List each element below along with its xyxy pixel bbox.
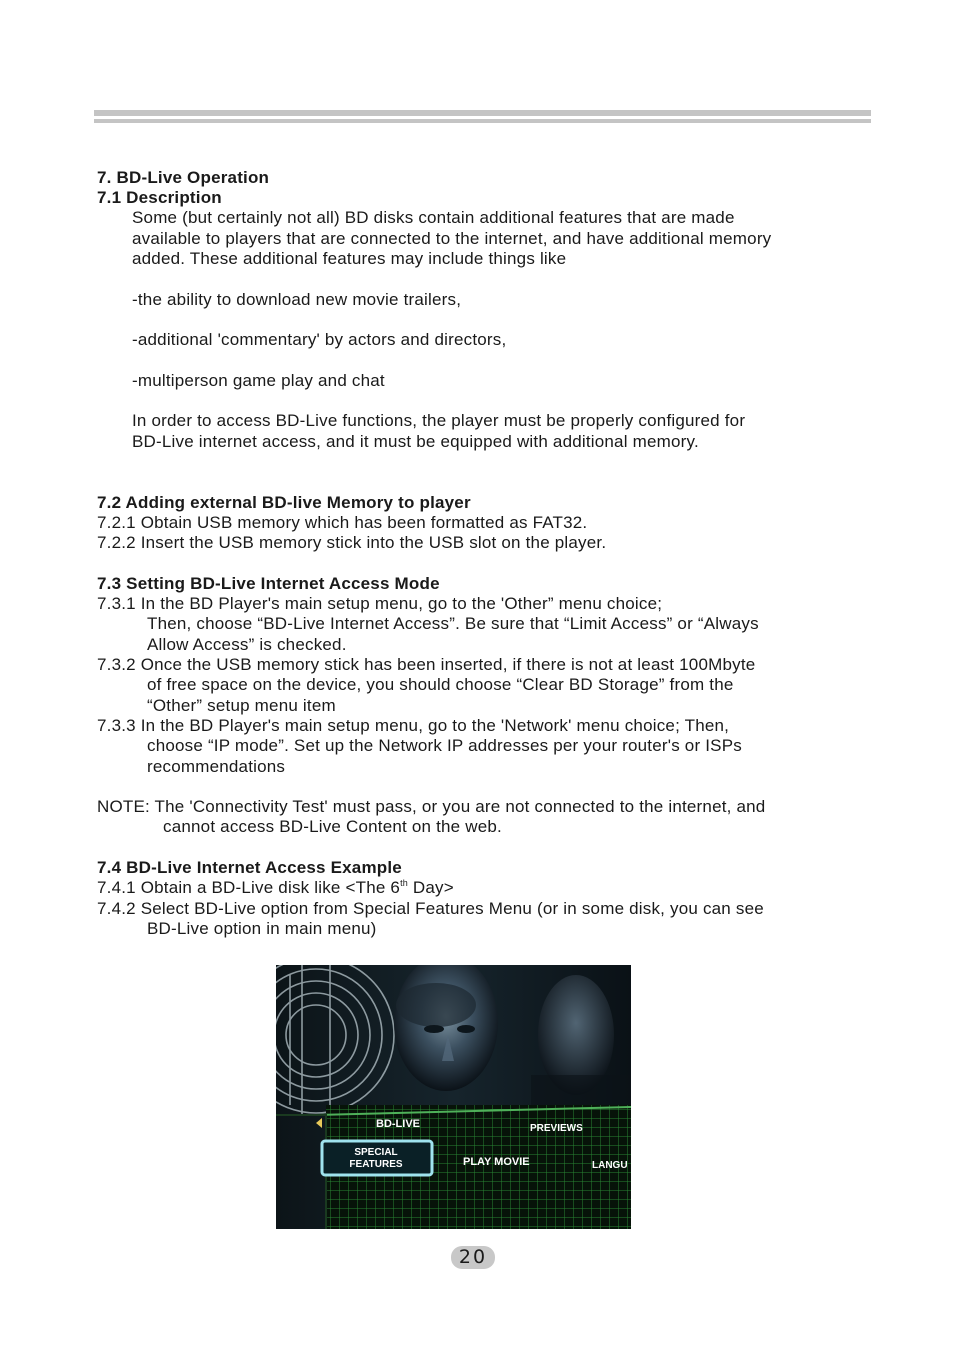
menu-play-movie: PLAY MOVIE xyxy=(463,1156,530,1168)
header-rule-bottom xyxy=(94,119,871,123)
feature-bullet: -additional 'commentary' by actors and directors, xyxy=(132,330,507,349)
step-line: Allow Access” is checked. xyxy=(147,635,347,654)
step-line: 7.3.1 In the BD Player's main setup menu, go to the 'Other” menu choice; xyxy=(97,594,663,613)
menu-bd-live: BD-LIVE xyxy=(376,1118,420,1130)
menu-language: LANGU xyxy=(592,1160,628,1171)
step-line: “Other” setup menu item xyxy=(147,696,336,715)
subsection-7-4-title: 7.4 BD-Live Internet Access Example xyxy=(97,858,402,877)
paragraph-line: available to players that are connected to the internet, and have additional memory xyxy=(132,229,772,248)
feature-bullet: -multiperson game play and chat xyxy=(132,371,385,390)
note-line: cannot access BD-Live Content on the web. xyxy=(163,817,502,836)
header-rule-top xyxy=(94,110,871,116)
step-line: BD-Live option in main menu) xyxy=(147,919,377,938)
page-number: 20 xyxy=(451,1246,495,1269)
subsection-7-3-title: 7.3 Setting BD-Live Internet Access Mode xyxy=(97,574,440,593)
paragraph-line: added. These additional features may include things like xyxy=(132,249,567,268)
step-line xyxy=(97,878,454,898)
section-heading: 7. BD-Live Operation xyxy=(97,168,270,187)
ordinal-suffix: th xyxy=(400,878,408,888)
paragraph-line: BD-Live internet access, and it must be equipped with additional memory. xyxy=(132,432,699,451)
step-line: 7.2.1 Obtain USB memory which has been formatted as FAT32. xyxy=(97,513,588,532)
paragraph-line: Some (but certainly not all) BD disks contain additional features that are made xyxy=(132,208,735,227)
note-line: NOTE: The 'Connectivity Test' must pass, or you are not connected to the internet, and xyxy=(97,797,766,816)
step-line: 7.2.2 Insert the USB memory stick into the USB slot on the player. xyxy=(97,533,607,552)
step-line: 7.3.2 Once the USB memory stick has been inserted, if there is not at least 100Mbyte xyxy=(97,655,756,674)
menu-special-line2: FEATURES xyxy=(349,1159,403,1170)
menu-previews: PREVIEWS xyxy=(530,1123,583,1134)
step-line: choose “IP mode”. Set up the Network IP addresses per your router's or ISPs xyxy=(147,736,742,755)
feature-bullet: -the ability to download new movie trailers, xyxy=(132,290,462,309)
step-line: recommendations xyxy=(147,757,286,776)
step-text: 7.4.1 Obtain a BD-Live disk like <The 6 xyxy=(97,878,401,897)
step-line: 7.3.3 In the BD Player's main setup menu, go to the 'Network' menu choice; Then, xyxy=(97,716,730,735)
step-line: of free space on the device, you should choose “Clear BD Storage” from the xyxy=(147,675,734,694)
step-line: 7.4.2 Select BD-Live option from Special Features Menu (or in some disk, you can see xyxy=(97,899,764,918)
paragraph-line: In order to access BD-Live functions, the player must be properly configured for xyxy=(132,411,746,430)
bd-live-menu-screenshot xyxy=(276,965,631,1229)
menu-special-line1: SPECIAL xyxy=(354,1147,398,1158)
step-text: Day> xyxy=(408,878,454,897)
step-line: Then, choose “BD-Live Internet Access”. Be sure that “Limit Access” or “Always xyxy=(147,614,759,633)
subsection-7-1-title: 7.1 Description xyxy=(97,188,222,207)
subsection-7-2-title: 7.2 Adding external BD-live Memory to player xyxy=(97,493,471,512)
